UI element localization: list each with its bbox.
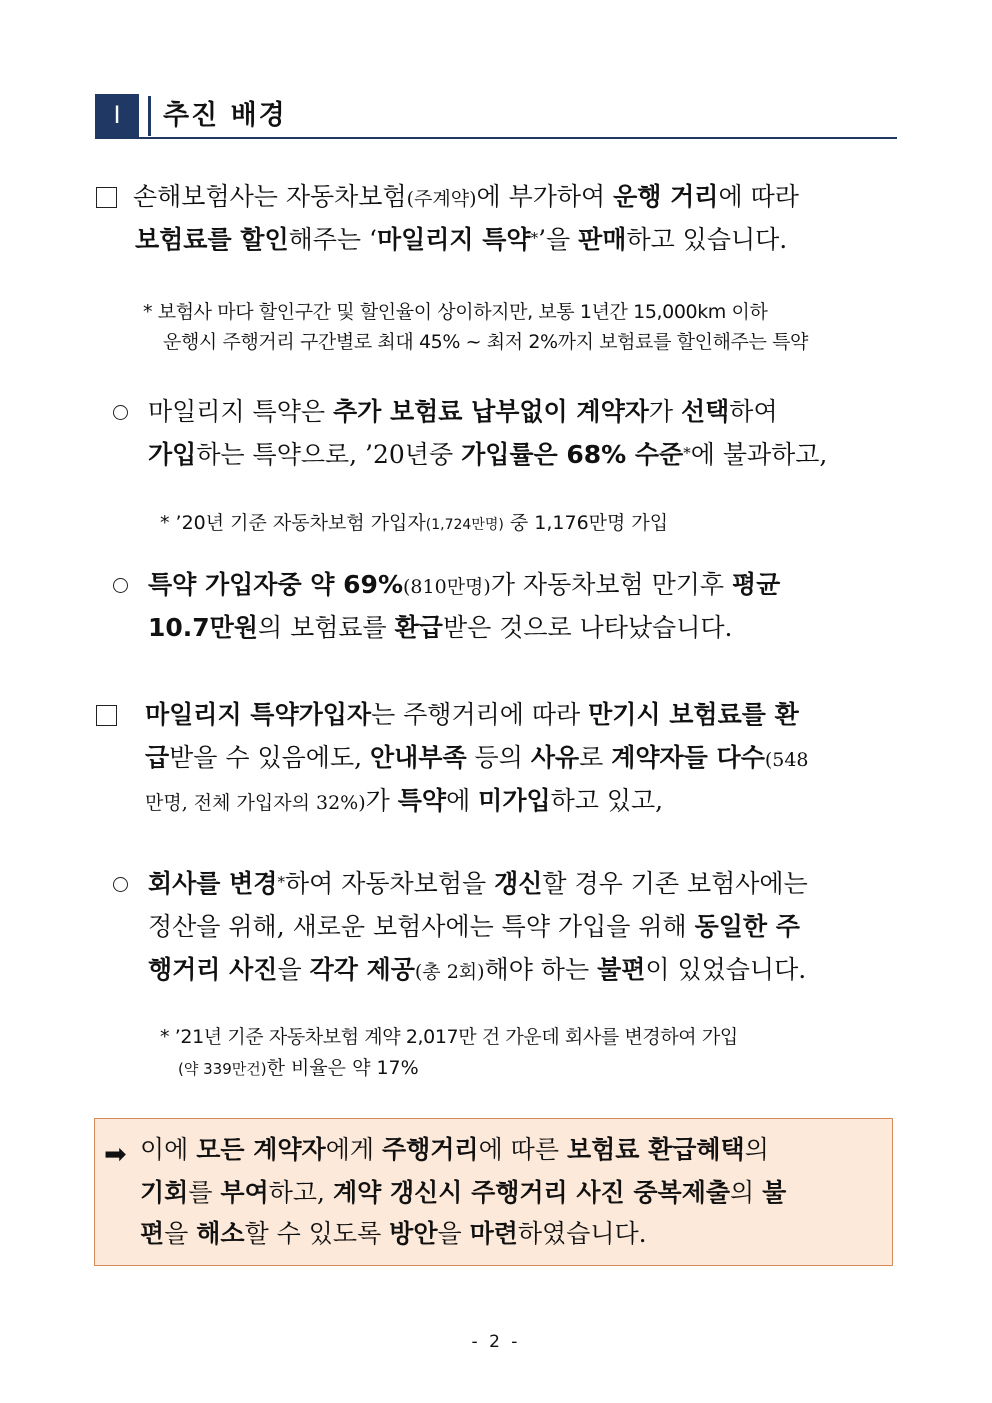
bullet-2-line-2: 10.7만원의 보험료를 환급받은 것으로 나타났습니다. xyxy=(148,613,733,642)
page-number: - 2 - xyxy=(471,1332,521,1352)
footnote-1-line-2: 운행시 주행거리 구간별로 최대 45% ~ 최저 2%까지 보험료를 할인해주는 특약 xyxy=(163,331,809,353)
footnote-2: * ’20년 기준 자동차보험 가입자(1,724만명) 중 1,176만명 가입 xyxy=(160,512,669,534)
paragraph-2-line-2: 급받을 수 있음에도, 안내부족 등의 사유로 계약자들 다수(548 xyxy=(145,743,809,772)
paragraph-1-line-2: 보험료를 할인해주는 ‘마일리지 특약*’을 판매하고 있습니다. xyxy=(135,225,788,254)
section-underline xyxy=(95,137,897,139)
footnote-1-line-1: * 보험사 마다 할인구간 및 할인율이 상이하지만, 보통 1년간 15,000km 이하 xyxy=(143,301,768,323)
bullet-3-line-3: 행거리 사진을 각각 제공(총 2회)해야 하는 불편이 있었습니다. xyxy=(148,955,807,984)
right-arrow-icon: ➡ xyxy=(104,1139,127,1170)
square-bullet-icon xyxy=(96,187,117,208)
bullet-3-line-1: 회사를 변경*하여 자동차보험을 갱신할 경우 기존 보험사에는 xyxy=(148,869,808,898)
section-divider xyxy=(148,96,151,136)
conclusion-line-2: 기회를 부여하고, 계약 갱신시 주행거리 사진 중복제출의 불 xyxy=(140,1178,787,1207)
bullet-1-line-1: 마일리지 특약은 추가 보험료 납부없이 계약자가 선택하여 xyxy=(148,397,778,426)
paragraph-1-line-1: 손해보험사는 자동차보험(주계약)에 부가하여 운행 거리에 따라 xyxy=(133,182,799,211)
paragraph-2-line-3: 만명, 전체 가입자의 32%)가 특약에 미가입하고 있고, xyxy=(145,786,664,815)
square-bullet-icon xyxy=(96,705,117,726)
circle-bullet-icon xyxy=(113,578,128,593)
bullet-3-line-2: 정산을 위해, 새로운 보험사에는 특약 가입을 위해 동일한 주 xyxy=(148,912,800,941)
conclusion-line-1: 이에 모든 계약자에게 주행거리에 따른 보험료 환급혜택의 xyxy=(140,1135,769,1164)
conclusion-line-3: 편을 해소할 수 있도록 방안을 마련하였습니다. xyxy=(140,1219,647,1248)
circle-bullet-icon xyxy=(113,877,128,892)
bullet-2-line-1: 특약 가입자중 약 69%(810만명)가 자동차보험 만기후 평균 xyxy=(148,570,781,599)
paragraph-2-line-1: 마일리지 특약가입자는 주행거리에 따라 만기시 보험료를 환 xyxy=(145,700,799,729)
section-title: 추진 배경 xyxy=(163,100,287,131)
footnote-3-line-1: * ’21년 기준 자동차보험 계약 2,017만 건 가운데 회사를 변경하여 가입 xyxy=(160,1026,738,1048)
section-number: Ⅰ xyxy=(95,94,139,137)
circle-bullet-icon xyxy=(113,405,128,420)
footnote-3-line-2: (약 339만건)한 비율은 약 17% xyxy=(178,1057,419,1079)
bullet-1-line-2: 가입하는 특약으로, ’20년중 가입률은 68% 수준*에 불과하고, xyxy=(148,440,828,469)
